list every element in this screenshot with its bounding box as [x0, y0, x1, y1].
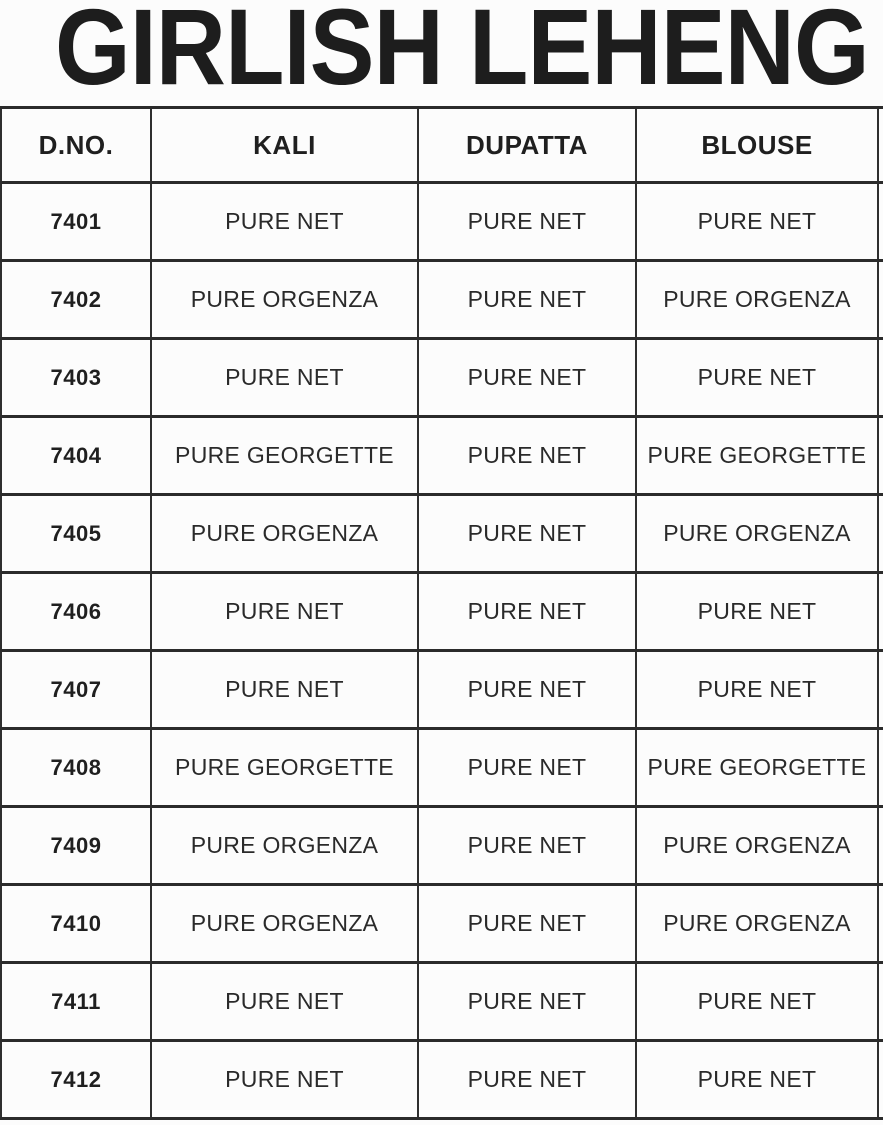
cell-cropped	[878, 807, 883, 885]
cell-cropped	[878, 651, 883, 729]
page-title: GIRLISH LEHENG	[55, 0, 869, 107]
cell-blouse: PURE NET	[636, 1041, 878, 1119]
column-header-blouse: BLOUSE	[636, 108, 878, 183]
cell-cropped	[878, 417, 883, 495]
column-header-cropped	[878, 108, 883, 183]
table-row	[1, 885, 883, 963]
cell-dupatta: PURE NET	[418, 807, 636, 885]
cell-cropped	[878, 1041, 883, 1119]
fabric-spec-table	[0, 106, 883, 1120]
header-row	[1, 108, 883, 183]
cell-kali: PURE ORGENZA	[151, 495, 418, 573]
column-header-dno: D.NO.	[1, 108, 151, 183]
table-row	[1, 807, 883, 885]
cell-dno: 7403	[1, 339, 151, 417]
cell-blouse: PURE NET	[636, 339, 878, 417]
cell-dno: 7412	[1, 1041, 151, 1119]
cell-cropped	[878, 183, 883, 261]
cell-dno: 7411	[1, 963, 151, 1041]
table-row	[1, 963, 883, 1041]
table-row	[1, 651, 883, 729]
cell-cropped	[878, 885, 883, 963]
cell-cropped	[878, 573, 883, 651]
cell-dno: 7406	[1, 573, 151, 651]
cell-dno: 7405	[1, 495, 151, 573]
cell-kali: PURE NET	[151, 1041, 418, 1119]
cell-cropped	[878, 963, 883, 1041]
table-row	[1, 573, 883, 651]
cell-dno: 7402	[1, 261, 151, 339]
cell-cropped	[878, 729, 883, 807]
cell-kali: PURE ORGENZA	[151, 885, 418, 963]
table-row	[1, 417, 883, 495]
cell-blouse: PURE NET	[636, 651, 878, 729]
table-row	[1, 495, 883, 573]
cell-blouse: PURE NET	[636, 573, 878, 651]
cell-dupatta: PURE NET	[418, 729, 636, 807]
cell-kali: PURE ORGENZA	[151, 807, 418, 885]
cell-cropped	[878, 261, 883, 339]
cell-kali: PURE GEORGETTE	[151, 417, 418, 495]
cell-kali: PURE NET	[151, 573, 418, 651]
cell-kali: PURE NET	[151, 183, 418, 261]
table-row	[1, 183, 883, 261]
cell-dupatta: PURE NET	[418, 495, 636, 573]
cell-dupatta: PURE NET	[418, 417, 636, 495]
cell-dupatta: PURE NET	[418, 573, 636, 651]
cell-kali: PURE NET	[151, 963, 418, 1041]
cell-dupatta: PURE NET	[418, 261, 636, 339]
cell-dno: 7409	[1, 807, 151, 885]
cell-dno: 7407	[1, 651, 151, 729]
cell-blouse: PURE GEORGETTE	[636, 729, 878, 807]
cell-dno: 7404	[1, 417, 151, 495]
cell-cropped	[878, 339, 883, 417]
cell-kali: PURE GEORGETTE	[151, 729, 418, 807]
cell-kali: PURE NET	[151, 651, 418, 729]
cell-blouse: PURE GEORGETTE	[636, 417, 878, 495]
table-row	[1, 729, 883, 807]
cell-dupatta: PURE NET	[418, 183, 636, 261]
cell-blouse: PURE ORGENZA	[636, 807, 878, 885]
cell-dno: 7408	[1, 729, 151, 807]
cell-blouse: PURE ORGENZA	[636, 885, 878, 963]
cell-dupatta: PURE NET	[418, 1041, 636, 1119]
cell-dno: 7410	[1, 885, 151, 963]
cell-blouse: PURE ORGENZA	[636, 495, 878, 573]
cell-dupatta: PURE NET	[418, 885, 636, 963]
cell-dupatta: PURE NET	[418, 339, 636, 417]
cell-dupatta: PURE NET	[418, 963, 636, 1041]
cell-blouse: PURE NET	[636, 183, 878, 261]
column-header-kali: KALI	[151, 108, 418, 183]
table-row	[1, 1041, 883, 1119]
column-header-dupatta: DUPATTA	[418, 108, 636, 183]
cell-kali: PURE ORGENZA	[151, 261, 418, 339]
cell-dno: 7401	[1, 183, 151, 261]
table-row	[1, 339, 883, 417]
table-row	[1, 261, 883, 339]
cell-dupatta: PURE NET	[418, 651, 636, 729]
cell-cropped	[878, 495, 883, 573]
cell-blouse: PURE NET	[636, 963, 878, 1041]
cell-kali: PURE NET	[151, 339, 418, 417]
cell-blouse: PURE ORGENZA	[636, 261, 878, 339]
